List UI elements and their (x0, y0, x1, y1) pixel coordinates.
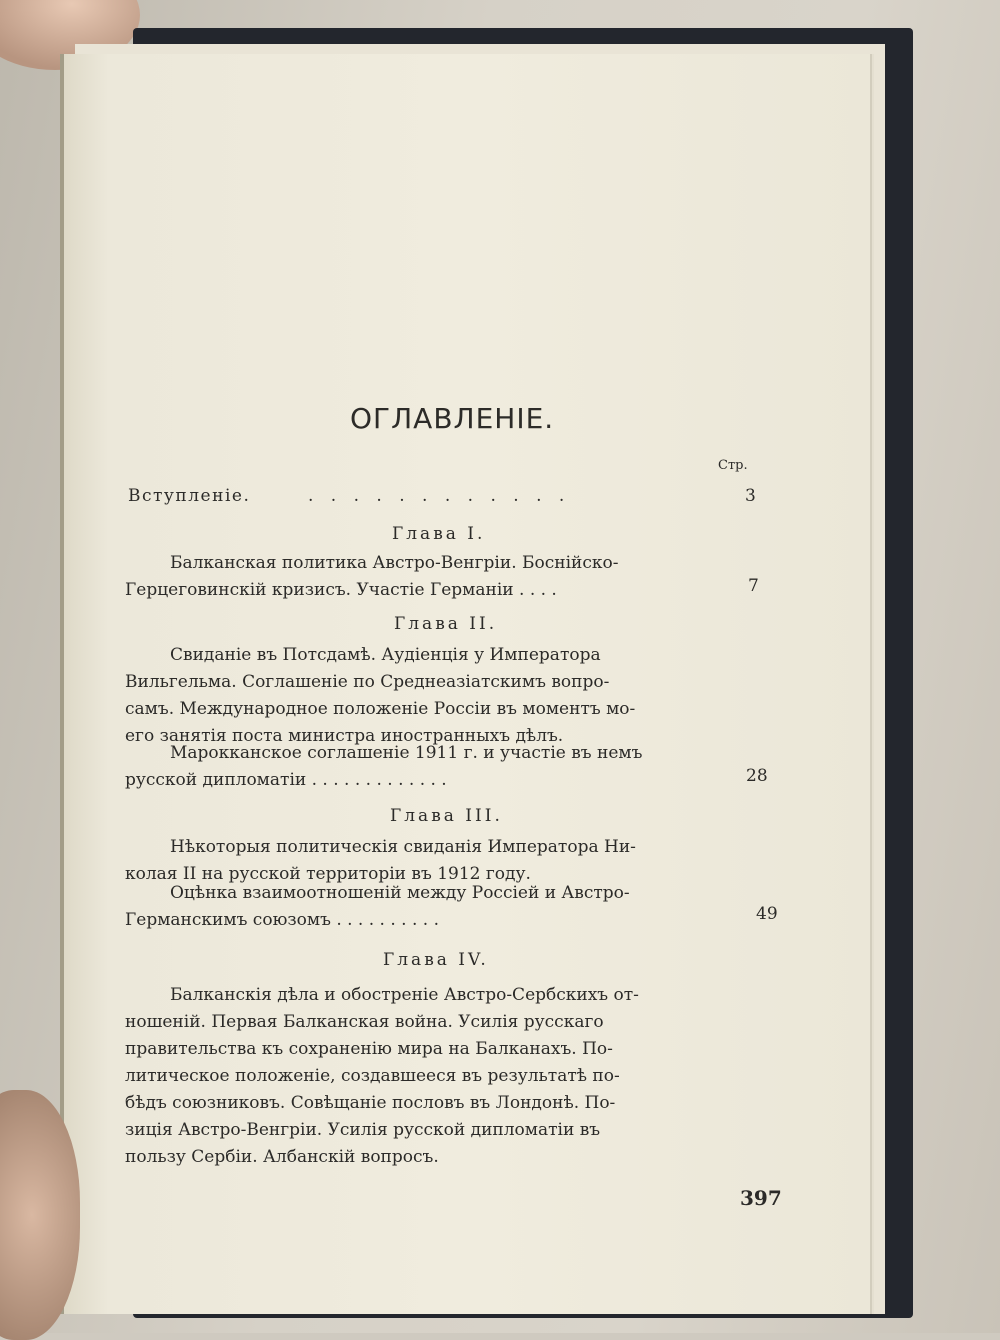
entry-line: Балканская политика Австро-Венгріи. Боснійско- (170, 553, 619, 573)
entry-line: Германскимъ союзомъ . . . . . . . . . . (125, 910, 439, 930)
chapter-2-heading: Глава II. (394, 614, 498, 634)
entry-line: ношеній. Первая Балканская война. Усилія русскаго (125, 1012, 604, 1032)
intro-label: Вступленіе. (128, 486, 251, 506)
entry-line: Марокканское соглашеніе 1911 г. и участіе въ немъ (170, 743, 643, 763)
toc-intro-row (128, 486, 768, 512)
entry-line: пользу Сербіи. Албанскій вопросъ. (125, 1147, 439, 1167)
entry-line: самъ. Международное положеніе Россіи въ моментъ мо- (125, 699, 636, 719)
chapter-1-page-number: 7 (748, 576, 759, 596)
entry-line: правительства къ сохраненію мира на Балканахъ. По- (125, 1039, 613, 1059)
chapter-2-entry-2 (125, 740, 690, 794)
chapter-4-heading: Глава IV. (383, 950, 489, 970)
entry-line: Нѣкоторыя политическія свиданія Императора Ни- (170, 837, 636, 857)
entry-line: Балканскія дѣла и обостреніе Австро-Сербскихъ от- (170, 985, 639, 1005)
entry-line: колая II на русской территоріи въ 1912 году. (125, 864, 531, 884)
chapter-2-page-number: 28 (746, 766, 768, 786)
entry-line: его занятія поста министра иностранныхъ дѣлъ. (125, 726, 564, 746)
chapter-1-entry-1 (125, 550, 690, 604)
toc-title: ОГЛАВЛЕНІЕ. (350, 402, 555, 435)
entry-line: Герцеговинскій кризисъ. Участіе Германіи . . . . (125, 580, 557, 600)
chapter-1-heading: Глава I. (392, 524, 486, 544)
chapter-3-entry-2 (125, 880, 690, 934)
entry-line: русской дипломатіи . . . . . . . . . . . . . (125, 770, 447, 790)
entry-line: зиція Австро-Венгріи. Усилія русской дипломатіи въ (125, 1120, 601, 1140)
page-folio-number: 397 (740, 1186, 782, 1210)
entry-line: бѣдъ союзниковъ. Совѣщаніе пословъ въ Лондонѣ. По- (125, 1093, 616, 1113)
entry-line: Свиданіе въ Потсдамѣ. Аудіенція у Императора (170, 645, 601, 665)
chapter-3-heading: Глава III. (390, 806, 503, 826)
intro-leader-dots: . . . . . . . . . . . . (308, 486, 571, 506)
entry-line: литическое положеніе, создавшееся въ результатѣ по- (125, 1066, 620, 1086)
chapter-3-page-number: 49 (756, 904, 778, 924)
entry-line: Оцѣнка взаимоотношеній между Россіей и Австро- (170, 883, 630, 903)
page-column-label: Стр. (718, 458, 748, 473)
intro-page-number: 3 (745, 486, 756, 506)
chapter-2-entry-1 (125, 642, 690, 750)
chapter-4-entry-1 (125, 982, 690, 1171)
entry-line: Вильгельма. Соглашеніе по Среднеазіатскимъ вопро- (125, 672, 610, 692)
